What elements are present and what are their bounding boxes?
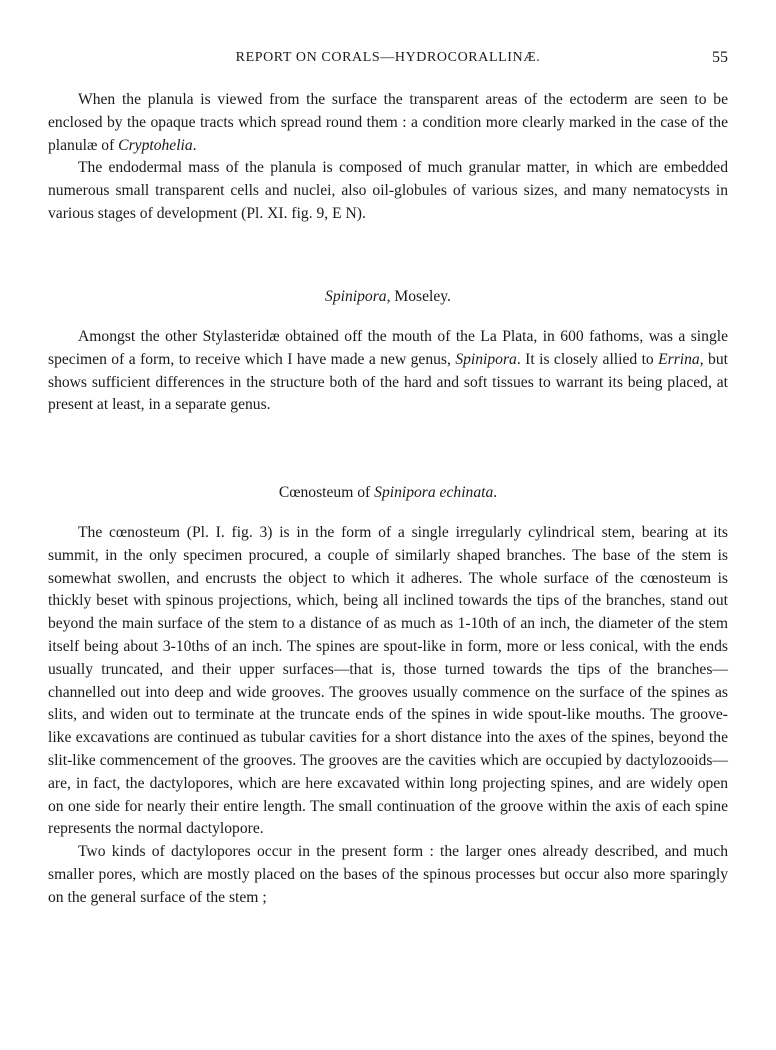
genus-name: Cryptohelia bbox=[118, 136, 193, 154]
paragraph-text: . bbox=[192, 136, 197, 154]
page-number: 55 bbox=[712, 49, 728, 66]
section-heading-coenosteum bbox=[48, 484, 728, 502]
section-spinipora-intro bbox=[48, 326, 728, 417]
paragraph-coenosteum-description: The cœnosteum (Pl. I. fig. 3) is in the form of a single irregularly cylindrical stem, bearing at its summit, in the only specimen procured, a couple of similarly shaped branches. The base of the stem is somewhat swollen, and encrusts the object to which it adheres. The whole surface of the cœnosteum is thickly beset with spinous projections, which, being all inclined towards the tips of the branches, stand out beyond the main surface of the stem to a distance of as much as 1-10th of an inch, the diameter of the stem itself being about 3-10ths of an inch. The spines are spout-like in form, more or less conical, with the ends usually truncated, and their upper surfaces—that is, those turned towards the tips of the branches—channelled out into deep and wide grooves. The grooves usually commence on the surface of the spines as slits, and widen out to terminate at the truncate ends of the spines in wide spout-like mouths. The groove-like excavations are continued as tubular cavities for a short distance into the axes of the spines, beyond the slit-like commencement of the grooves. The grooves are the cavities which are occupied by dactylozooids—are, in fact, the dactylopores, which are here excavated within long projecting spines, and are widely open on one side for nearly their entire length. The small continuation of the groove within the axis of each spine represents the normal dactylopore. bbox=[48, 524, 728, 838]
section-coenosteum bbox=[48, 522, 728, 910]
paragraph-text: Amongst the other Stylasteridæ obtained off the mouth of the La Plata, in 600 fathoms, was a single specimen of a form, to receive which I have made a new genus, bbox=[48, 328, 728, 368]
heading-text: Cœnosteum of bbox=[278, 484, 375, 501]
species-name: Spinipora echinata bbox=[374, 484, 494, 501]
running-header bbox=[48, 50, 728, 70]
genus-name: Errina bbox=[658, 350, 700, 368]
genus-name: Spinipora bbox=[325, 288, 387, 305]
paragraph-dactylopores: Two kinds of dactylopores occur in the present form : the larger ones already described, and much smaller pores, which are mostly placed on the bases of the spinous processes but occur also more sparingly on the general surface of the stem ; bbox=[48, 843, 728, 906]
genus-name: Spinipora bbox=[455, 350, 517, 368]
section-planula bbox=[48, 89, 728, 226]
paragraph-text: . It is closely allied to bbox=[516, 350, 659, 368]
paragraph-spinipora-intro bbox=[48, 326, 728, 417]
paragraph-planula-surface bbox=[48, 89, 728, 157]
heading-text: . bbox=[493, 484, 498, 501]
paragraph-text: When the planula is viewed from the surface the transparent areas of the ectoderm are seen to be enclosed by the opaque tracts which spread round them : a condition more clearly marked in the case of the planulæ of bbox=[48, 91, 728, 154]
paragraph-endodermal-mass: The endodermal mass of the planula is composed of much granular matter, in which are embedded numerous small transparent cells and nuclei, also oil-globules of various sizes, and many nematocysts in various stages of development (Pl. XI. fig. 9, E N). bbox=[48, 159, 728, 222]
running-title: REPORT ON CORALS—HYDROCORALLINÆ. bbox=[235, 50, 541, 65]
heading-author: , Moseley. bbox=[386, 288, 451, 305]
paragraph-text: , but shows sufficient differences in the structure both of the hard and soft tissues to warrant its being placed, at present at least, in a separate genus. bbox=[48, 350, 728, 414]
section-heading-spinipora bbox=[48, 288, 728, 306]
